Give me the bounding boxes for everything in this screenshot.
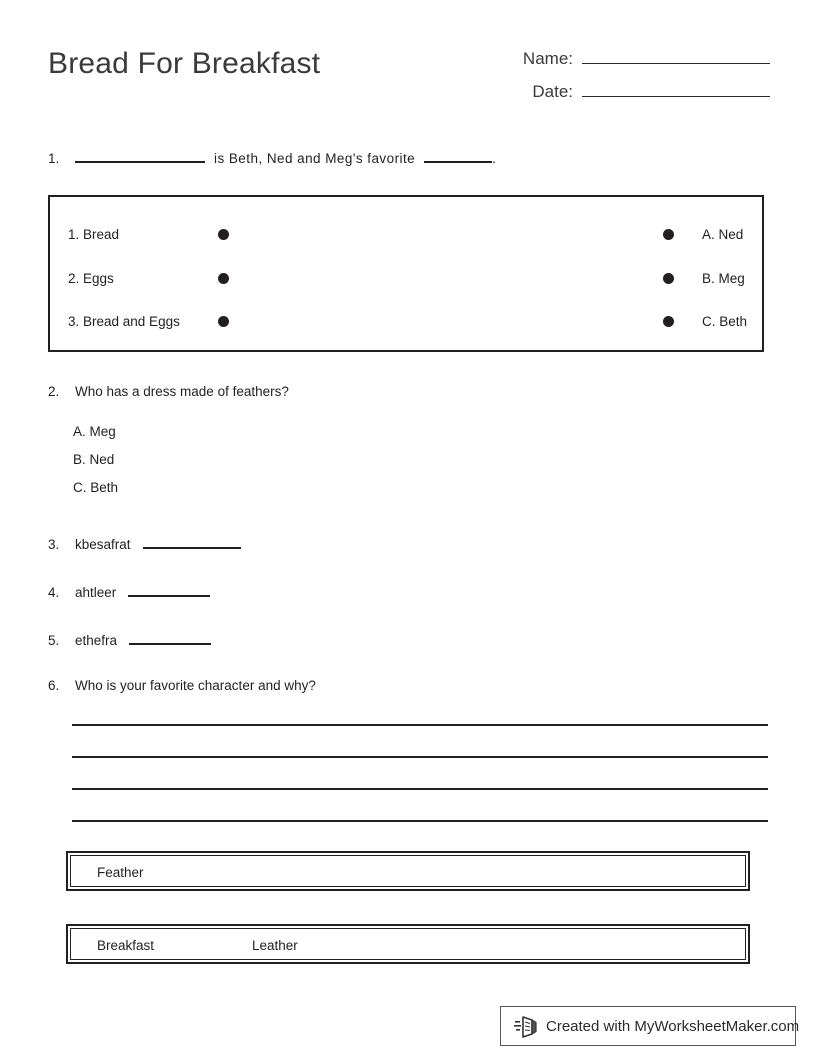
- date-input-line[interactable]: [582, 77, 770, 97]
- question-6-prompt: Who is your favorite character and why?: [75, 678, 316, 693]
- question-5-number: 5.: [48, 633, 60, 648]
- name-date-block: [508, 44, 770, 110]
- question-2-number: 2.: [48, 384, 60, 399]
- question-5: [48, 630, 211, 650]
- myworksheetmaker-logo-icon: [514, 1013, 540, 1039]
- matching-left-dot-1[interactable]: [218, 229, 229, 240]
- word-bank-1-inner: [70, 855, 746, 887]
- question-4-scrambled-word: ahtleer: [75, 585, 117, 600]
- date-label: Date:: [532, 82, 573, 101]
- matching-left-item-2: 2. Eggs: [68, 270, 114, 286]
- question-1-period: .: [492, 151, 496, 166]
- question-3-number: 3.: [48, 537, 60, 552]
- question-6-number: 6.: [48, 678, 60, 693]
- footer-attribution-text: Created with MyWorksheetMaker.com: [546, 1017, 800, 1035]
- question-1-blank-2[interactable]: [424, 148, 492, 163]
- answer-line-4[interactable]: [72, 820, 768, 822]
- name-input-line[interactable]: [582, 44, 770, 64]
- word-bank-1-word-1: Feather: [97, 865, 144, 880]
- answer-line-3[interactable]: [72, 788, 768, 790]
- question-4-number: 4.: [48, 585, 60, 600]
- question-2-prompt: Who has a dress made of feathers?: [75, 384, 289, 399]
- answer-line-2[interactable]: [72, 756, 768, 758]
- question-2-choice-a[interactable]: A. Meg: [73, 424, 116, 439]
- matching-right-dot-2[interactable]: [663, 273, 674, 284]
- matching-left-dot-3[interactable]: [218, 316, 229, 327]
- page-title: Bread For Breakfast: [48, 47, 321, 80]
- question-5-scrambled-word: ethefra: [75, 633, 118, 648]
- matching-right-item-2: B. Meg: [702, 270, 745, 286]
- matching-row-3: [50, 311, 762, 331]
- matching-left-item-1: 1. Bread: [68, 226, 120, 242]
- matching-row-1: [50, 224, 762, 244]
- question-4: [48, 582, 210, 602]
- word-bank-2-word-1: Breakfast: [97, 938, 155, 953]
- matching-right-item-1: A. Ned: [702, 226, 744, 242]
- matching-right-dot-1[interactable]: [663, 229, 674, 240]
- answer-line-1[interactable]: [72, 724, 768, 726]
- date-row: [508, 77, 770, 110]
- word-bank-2: [66, 924, 750, 964]
- matching-left-item-3: 3. Bread and Eggs: [68, 313, 180, 329]
- matching-left-dot-2[interactable]: [218, 273, 229, 284]
- question-2-choice-c[interactable]: C. Beth: [73, 480, 119, 495]
- question-3: [48, 534, 241, 554]
- word-bank-1: [66, 851, 750, 891]
- question-5-answer-blank[interactable]: [129, 630, 211, 645]
- question-3-answer-blank[interactable]: [143, 534, 241, 549]
- matching-right-item-3: C. Beth: [702, 313, 748, 329]
- name-row: [508, 44, 770, 77]
- question-4-answer-blank[interactable]: [128, 582, 210, 597]
- footer-attribution-badge[interactable]: [500, 1006, 800, 1046]
- question-2-choice-b[interactable]: B. Ned: [73, 452, 115, 467]
- question-3-scrambled-word: kbesafrat: [75, 537, 131, 552]
- question-1-blank-1[interactable]: [75, 148, 205, 163]
- matching-exercise-box: [48, 195, 764, 352]
- matching-right-dot-3[interactable]: [663, 316, 674, 327]
- word-bank-2-word-2: Leather: [252, 938, 298, 953]
- question-1-text: is Beth, Ned and Meg's favorite: [214, 151, 416, 166]
- word-bank-2-inner: [70, 928, 746, 960]
- matching-row-2: [50, 268, 762, 288]
- question-1-number: 1.: [48, 151, 60, 166]
- question-1: [48, 148, 496, 168]
- name-label: Name:: [522, 49, 573, 68]
